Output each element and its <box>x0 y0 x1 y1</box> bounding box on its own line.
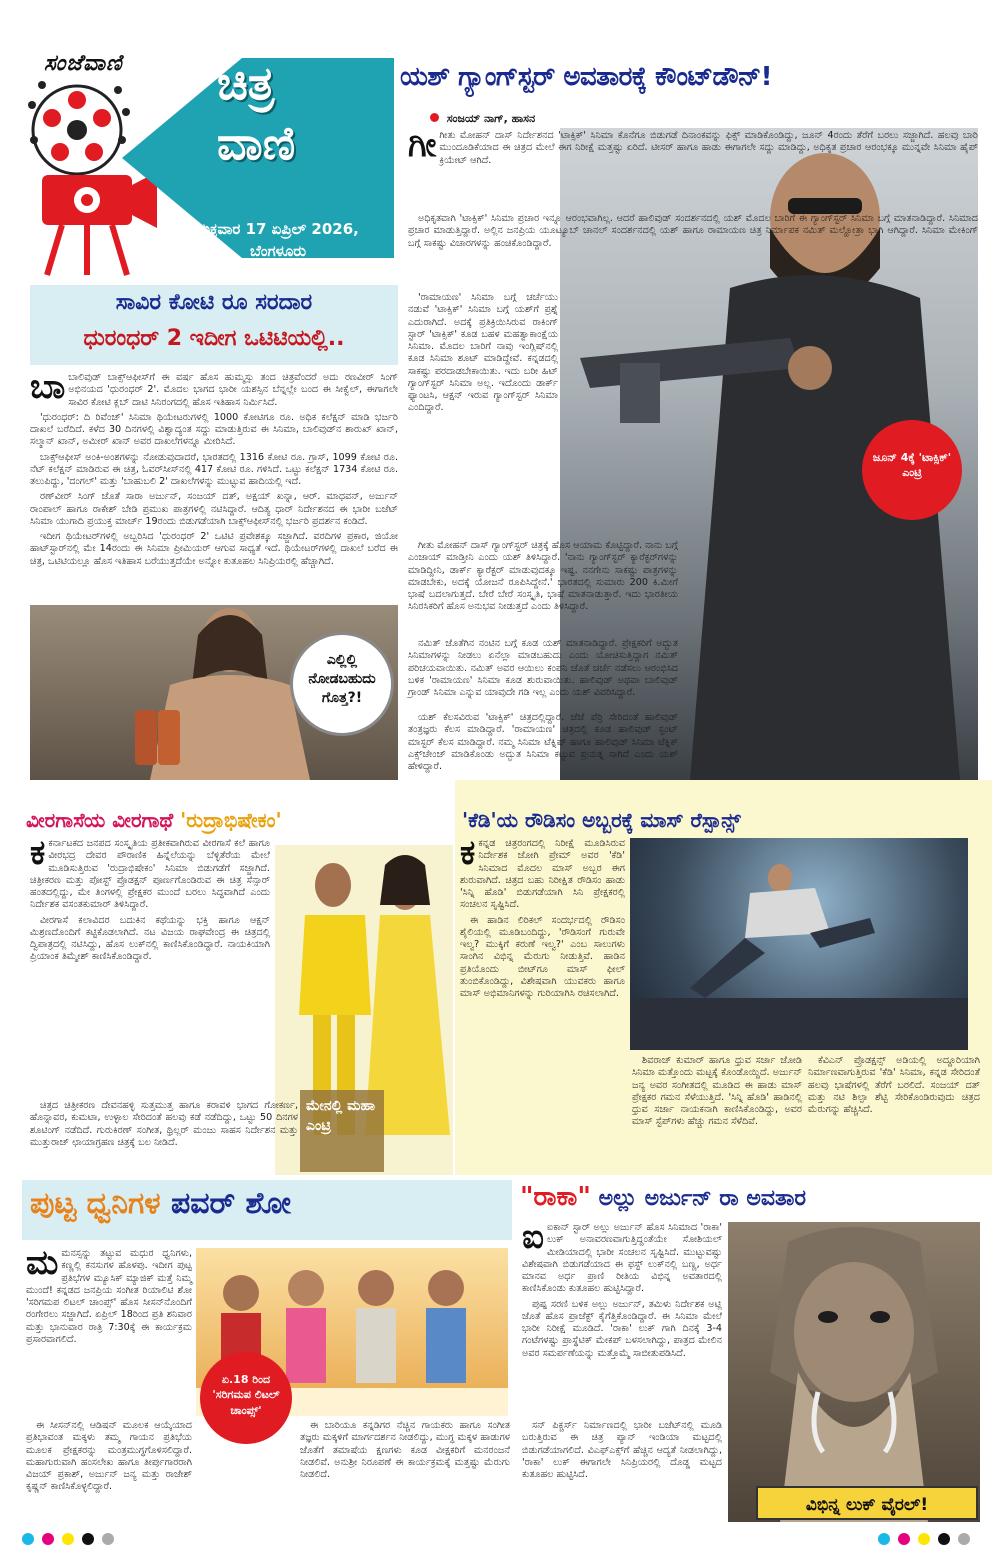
brand-logo: ಸಂಜೆವಾಣಿ <box>44 50 123 76</box>
sarigamapa-body-2 <box>26 1420 192 1497</box>
sarigamapa-headline <box>30 1186 510 1221</box>
sarigamapa-headline-b: ಪವರ್ ಶೋ <box>171 1186 291 1221</box>
registration-marks-right <box>878 1530 973 1549</box>
reg-dot <box>102 1533 114 1545</box>
yash-paragraph: ನಮಿತ್ ಜೊತೆಗಿನ ನಂಟಿನ ಬಗ್ಗೆ ಕೂಡ ಯಶ್ ಮಾತನಾಡಿದ್ದಾರೆ. ಪ್ರೇಕ್ಷಕರಿಗೆ ಅದ್ಭುತ ಸಿನಿಮಾಗಳನ್ನು ನೀಡಲು ಏನೆಲ್ಲಾ ಮಾಡಬಹುದು ಎಂದು ಯೋಚಿಸುತ್ತಿದ್ದಾಗ ನಮಿತ್ ಪರಿಚಯವಾಯಿತು. ನಮಿತ್ ಅವರ ಆಯಿಲು ಕಂಪನಿ ಜೊತೆ ಚರ್ಚೆ ನಡೆಸಲು ಆರಂಭಿಸಿದ ಬಳಿಕ 'ರಾಮಾಯಣ' ಸಿನಿಮಾ ಕೂಡ ಶುರುವಾಯಿತು. ಹಾಲಿವುಡ್ ಅಥವಾ ಬಾಲಿವುಡ್ ಗ್ರಾಂಡ್ ಸಿನಿಮಾ ಎನ್ನುವ ಯಾವುದೇ ಗಡಿ ಇಲ್ಲ ಎಂದು ಯಶ್ ವಿವರಿಸಿದ್ದಾರೆ. <box>408 638 678 699</box>
yash-body-3 <box>408 292 558 418</box>
registration-marks-left <box>22 1530 117 1549</box>
kd-paragraph: ಕೆವಿಎನ್ ಪ್ರೊಡಕ್ಷನ್ಸ್ ಅಡಿಯಲ್ಲಿ ಅದ್ದೂರಿಯಾಗಿ ನಿರ್ಮಾಣವಾಗುತ್ತಿರುವ 'ಕೆಡಿ' ಸಿನಿಮಾ, ಕನ್ನಡ ಸೇರಿದಂತೆ ಹಲವು ಭಾಷೆಗಳಲ್ಲಿ ತೆರೆಗೆ ಬರಲಿದೆ. ಸಂಜಯ್ ದತ್ ಮತ್ತು ನಟಿ ಶಿಲ್ಪಾ ಶೆಟ್ಟಿ ಸೇರಿಕೊಂಡಿರುವುದು ಚಿತ್ರದ ಮೆರುಗನ್ನು ಹೆಚ್ಚಿಸಿದೆ. <box>808 1055 980 1116</box>
raaka-photo <box>728 1222 980 1522</box>
rudra-paragraph: ಕಕರ್ನಾಟಕದ ಜನಪದ ಸಂಸ್ಕೃತಿಯ ಪ್ರತೀಕವಾಗಿರುವ ವೀರಗಾಸೆ ಕಲೆ ಹಾಗೂ ವೀರಭದ್ರ ದೇವರ ಪೌರಾಣಿಕ ಹಿನ್ನೆಲೆಯನ್ನು ಬೆಳ್ಳಿತೆರೆಯ ಮೇಲೆ ಮೂಡಿಸುತ್ತಿರುವ 'ರುದ್ರಾಭಿಷೇಕಂ' ಸಿನಿಮಾ ಬಿಡುಗಡೆಗೆ ಸಜ್ಜಾಗಿದೆ. ಚಿತ್ರೀಕರಣ ಮತ್ತು ಪೋಸ್ಟ್ ಪ್ರೊಡಕ್ಷನ್ ಪೂರ್ಣಗೊಂಡಿರುವ ಈ ಚಿತ್ರ ಸೆನ್ಸಾರ್ ಹಂತದಲ್ಲಿದ್ದು, ಮೇ ತಿಂಗಳಲ್ಲಿ ಪ್ರೇಕ್ಷಕರ ಮುಂದೆ ಬರಲು ಸಿದ್ಧವಾಗಿದೆ ಎಂದು ನಿರ್ದೇಶಕ ವಸಂತಕುಮಾರ್ ತಿಳಿಸಿದ್ದಾರೆ. <box>30 833 270 911</box>
yash-badge: ಜೂನ್ 4ಕ್ಕೆ 'ಟಾಕ್ಸಿಕ್' ಎಂಟ್ರಿ <box>862 420 962 520</box>
raaka-headline <box>520 1182 980 1213</box>
kd-paragraph: ಈ ಹಾಡಿನ ಲಿರಿಕಲ್ ಸಂದರ್ಭದಲ್ಲಿ ರೌಡಿಸಂ ಶೈಲಿಯಲ್ಲಿ ಮೂಡಿಬಂದಿದ್ದು, 'ರೌಡಿಸಂಗೆ ಗುರುವೇ ಇಲ್ವ? ಮುಕ್ಕಿಗೆ ಕರುಣೆ ಇಲ್ವ?' ಎಂಬ ಸಾಲುಗಳು ಸಾಂಗಿನ ವಿಭಿನ್ನ ಮೆರುಗು ನೀಡುತ್ತಿವೆ. ಹಾಡಿನ ಪ್ರತಿಯೊಂದು ಬೀಟ್‌ಗೂ ಮಾಸ್ ಫೀಲ್ ತುಂಬಿಕೊಂಡಿದ್ದು, ವಿಶೇಷವಾಗಿ ಯುವಕರು ಹಾಗೂ ಮಾಸ್ ಅಭಿಮಾನಿಗಳನ್ನು ಗುರಿಯಾಗಿಸಿ ರಚಿಸಲಾಗಿದೆ. <box>460 914 625 1000</box>
masthead <box>22 50 394 278</box>
raaka-paragraph: ಐಐಕಾನ್ ಸ್ಟಾರ್ ಅಲ್ಲು ಅರ್ಜುನ್ ಹೊಸ ಸಿನಿಮಾದ 'ರಾಕಾ' ಲುಕ್ ಅನಾವರಣವಾಗುತ್ತಿದ್ದಂತೆಯೇ ಸೋಶಿಯಲ್ ಮೀಡಿಯಾದಲ್ಲಿ ಭಾರೀ ಸಂಚಲನ ಸೃಷ್ಟಿಸಿದೆ. ಮುಟ್ಟುವಷ್ಟು ವಿಶೇಷವಾಗಿ ಬಿಡುಗಡೆಯಾದ ಈ ಫಸ್ಟ್ ಲುಕ್‌ನಲ್ಲಿ ಬಣ್ಣ, ಅರ್ಧ ಮಾನವ ಅರ್ಧ ಪ್ರಾಣಿ ರೀತಿಯ ವಿಭಿನ್ನ ಅವತಾರದಲ್ಲಿ ಕಾಣಿಸಿಕೊಂಡು ಕುತೂಹಲ ಹುಟ್ಟಿಸಿದ್ದಾರೆ. <box>522 1217 722 1295</box>
sarigamapa-body-3 <box>300 1420 510 1484</box>
section-title-vani: ವಾಣಿ <box>217 116 296 170</box>
yash-paragraph: ಗೀಗೀತು ಮೋಹನ್ ದಾಸ್ ನಿರ್ದೇಶನದ 'ಟಾಕ್ಸಿಕ್' ಸಿನಿಮಾ ಕೊನೆಗೂ ಬಿಡುಗಡೆ ದಿನಾಂಕವನ್ನು ಫಿಕ್ಸ್ ಮಾಡಿಕೊಂಡಿದ್ದು, ಜೂನ್ 4ರಂದು ತೆರೆಗೆ ಬರಲು ಸಜ್ಜಾಗಿದೆ. ಹಲವು ಬಾರಿ ಮುಂದೂಡಿಕೆಯಾದ ಈ ಚಿತ್ರದ ಮೇಲೆ ಈಗ ನಿರೀಕ್ಷೆ ಮತ್ತಷ್ಟು ಏರಿದೆ. ಟೀಸರ್ ಹಾಗೂ ಹಾಡು ಈಗಾಗಲೇ ಸದ್ದು ಮಾಡಿದ್ದು, ಅಧಿಕೃತ ಪ್ರಚಾರ ಆರಂಭಕ್ಕೂ ಮುನ್ನವೇ ಸಿನಿಮಾ ಹೈಪ್ ಕ್ರಿಯೇಟ್ ಆಗಿದೆ. <box>408 125 978 166</box>
yash-body-2 <box>408 213 978 253</box>
yash-paragraph: ಗೀತು ಮೋಹನ್ ದಾಸ್ ಗ್ಯಾಂಗ್‌ಸ್ಟರ್ ಚಿತ್ರಕ್ಕೆ ಹೊಸ ಆಯಾಮ ಕೊಟ್ಟಿದ್ದಾರೆ. ನಾನು ಬಗ್ಗೆ ಎಂಜಾಯ್ ಮಾಡ್ತೀನಿ ಎಂದು ಯಶ್ ತಿಳಿಸಿದ್ದಾರೆ. 'ನಾನು ಗ್ಯಾಂಗ್‌ಸ್ಟರ್ ಕ್ಯಾರೆಕ್ಟರ್‌ಗಳನ್ನು ಮಾಡಿದ್ದೀನಿ, ಡಾರ್ಕ್ ಕ್ಯಾರೆಕ್ಟರ್ ಮಾಡುವುದಕ್ಕೂ ಇಷ್ಟ. ನನಗೇನು ಸಾಕಷ್ಟು ಪಾತ್ರಗಳನ್ನು ಮಾಡಬೇಕು, ಅದಕ್ಕೆ ಯೋಜನೆ ರೂಪಿಸಿದ್ದೇನೆ.' ಭಾರತದಲ್ಲಿ ಸುಮಾರು 200 ಕಿ.ಮೀಗೆ ಭಾಷೆ ಬದಲಾಗುತ್ತದೆ. ಬೇರೆ ಬೇರೆ ಸಂಸ್ಕೃತಿ, ಭಾಷೆ ಮಾತನಾಡುತ್ತಾರೆ. ಇದು ಭಾರತೀಯ ಸಿನಿರಸಿಕರಿಗೆ ಹೊಸ ಅನುಭವ ನೀಡುತ್ತದೆ ಎಂದು ತಿಳಿಸಿದ್ದಾರೆ. <box>408 540 678 613</box>
dropcap: ಗೀ <box>408 125 437 165</box>
section-title-chitra: ಚಿತ್ರ <box>217 56 275 110</box>
raaka-headline-a: "ರಾಕಾ" <box>520 1182 591 1212</box>
kd-headline: 'ಕೆಡಿ'ಯ ರೌಡಿಸಂ ಅಬ್ಬರಕ್ಕೆ ಮಾಸ್ ರೆಸ್ಪಾನ್ಸ್ <box>462 808 741 832</box>
kd-paragraph: ಕಕನ್ನಡ ಚಿತ್ರರಂಗದಲ್ಲಿ ನಿರೀಕ್ಷೆ ಮೂಡಿಸಿರುವ ನಿರ್ದೇಶಕ ಜೋಗಿ ಪ್ರೇಮ್ ಅವರ 'ಕೆಡಿ' ಸಿನಿಮಾದ ಮೊದಲ ಮಾಸ್ ಅಬ್ಬರ ಈಗ ಶುರುವಾಗಿದೆ. ಚಿತ್ರದ ಬಹು ನಿರೀಕ್ಷಿತ ರೌಡಿಸಂ ಹಾಡು 'ಸಿನ್ನಿ ಹೊಡಿ' ಬಿಡುಗಡೆಯಾಗಿ ಸಿನಿ ಪ್ರೇಕ್ಷಕರಲ್ಲಿ ಸಂಚಲನ ಸೃಷ್ಟಿಸಿದೆ. <box>460 833 625 911</box>
kd-paragraph: ಶಿವರಾಜ್ ಕುಮಾರ್ ಹಾಗೂ ಧ್ರುವ ಸರ್ಜಾ ಜೋಡಿ ಸಿನಿಮಾ ಮತ್ತೊಂದು ಮಟ್ಟಕ್ಕೆ ಕೊಂಡೊಯ್ದಿದೆ. ಅರ್ಜುನ್ ಜನ್ಯ ಅವರ ಸಂಗೀತದಲ್ಲಿ ಮೂಡಿದ ಈ ಹಾಡು ಮಾಸ್ ಪ್ರೇಕ್ಷಕರ ಗಮನ ಸೆಳೆಯುತ್ತಿದೆ. 'ಸಿನ್ನಿ ಹೊಡಿ' ಹಾಡಿನಲ್ಲಿ ಧ್ರುವ ಸರ್ಜಾ ನಾಯಕನಾಗಿ ಕಾಣಿಸಿಕೊಂಡಿದ್ದು, ಅವರ ಮಾಸ್ ಸ್ಟೆಪ್‌ಗಳು ಹೆಚ್ಚು ಗಮನ ಸೆಳೆದಿವೆ. <box>632 1055 802 1128</box>
dhurandhar-headline-2: ಧುರಂಧರ್ 2 ಇದೀಗ ಒಟಿಟಿಯಲ್ಲಿ.. <box>83 326 345 351</box>
reg-dot <box>958 1533 970 1545</box>
reg-dot <box>918 1533 930 1545</box>
byline-text: ಸಂಜಯ್ ನಾಗ್, ಹಾಸನ <box>446 112 536 125</box>
reg-dot <box>898 1533 910 1545</box>
reg-dot <box>42 1533 54 1545</box>
rudra-headline-left: ವೀರಗಾಸೆಯ ವೀರಗಾಥೆ <box>26 808 174 832</box>
reg-dot <box>22 1533 34 1545</box>
raaka-paragraph: ಸನ್ ಪಿಕ್ಚರ್ಸ್ ನಿರ್ಮಾಣದಲ್ಲಿ ಭಾರೀ ಬಜೆಟ್‌ನಲ್ಲಿ ಮೂಡಿ ಬರುತ್ತಿರುವ ಈ ಚಿತ್ರ ಪ್ಯಾನ್ ಇಂಡಿಯಾ ಮಟ್ಟದಲ್ಲಿ ಬಿಡುಗಡೆಯಾಗಲಿದೆ. ವಿಎಫ್‌ಎಕ್ಸ್‌ಗೆ ಹೆಚ್ಚಿನ ಆದ್ಯತೆ ನೀಡಲಾಗಿದ್ದು, 'ರಾಕಾ' ಲುಕ್ ಈಗಾಗಲೇ ಸಿನಿಪ್ರಿಯರಲ್ಲಿ ದೊಡ್ಡ ಮಟ್ಟದ ಕುತೂಹಲ ಹುಟ್ಟಿಸಿದೆ. <box>522 1420 722 1481</box>
kd-body-2 <box>632 1055 802 1132</box>
sarigamapa-paragraph: ಈ ಬಾರಿಯೂ ಕನ್ನಡಿಗರ ನೆಚ್ಚಿನ ಗಾಯಕರು ಹಾಗೂ ಸಂಗೀತ ತಜ್ಞರು ಮಕ್ಕಳಿಗೆ ಮಾರ್ಗದರ್ಶನ ನೀಡಲಿದ್ದು, ಮುಗ್ಧ ಮಕ್ಕಳ ಹಾಡುಗಳ ಜೊತೆಗೆ ತಮಾಷೆಯ ಕ್ಷಣಗಳು ಕೂಡ ವೀಕ್ಷಕರಿಗೆ ಮನರಂಜನೆ ನೀಡಲಿವೆ. ಅನುಶ್ರೀ ನಿರೂಪಣೆ ಈ ಕಾರ್ಯಕ್ರಮಕ್ಕೆ ಮತ್ತಷ್ಟು ಮೆರುಗು ನೀಡಲಿದೆ. <box>300 1420 510 1481</box>
dropcap: ಕ <box>30 833 46 873</box>
dhurandhar-body <box>30 367 398 571</box>
raaka-headline-b: ಅಲ್ಲು ಅರ್ಜುನ್ ರಾ ಅವತಾರ <box>598 1186 807 1211</box>
issue-city: ಬೆಂಗಳೂರು <box>249 242 307 260</box>
dhurandhar-headline-1: ಸಾವಿರ ಕೋಟಿ ರೂ ಸರದಾರ <box>115 290 313 315</box>
yash-body-5 <box>408 638 678 702</box>
issue-date: ಶುಕ್ರವಾರ 17 ಏಪ್ರಿಲ್ 2026, <box>197 220 359 238</box>
yash-headline: ಯಶ್ ಗ್ಯಾಂಗ್‌ಸ್ಟರ್ ಅವತಾರಕ್ಕೆ ಕೌಂಟ್‌ಡೌನ್! <box>400 62 772 92</box>
yash-paragraph: 'ರಾಮಾಯಣ' ಸಿನಿಮಾ ಬಗ್ಗೆ ಚರ್ಚೆಯು ನಡುವೆ 'ಟಾಕ್ಸಿಕ್' ಸಿನಿಮಾ ಬಗ್ಗೆ ಯಶ್‌ಗೆ ಪ್ರಶ್ನೆ ಎದುರಾಗಿದೆ. ಅದಕ್ಕೆ ಪ್ರತಿಕ್ರಿಯಿಸಿರುವ ರಾಕಿಂಗ್ ಸ್ಟಾರ್ 'ಟಾಕ್ಸಿಕ್' ಕೂಡ ಬಹಳ ಮಹತ್ವಾಕಾಂಕ್ಷೆಯ ಸಿನಿಮಾ. ಮೊದಲ ಬಾರಿಗೆ ನಾವು ಇಂಗ್ಲಿಷ್‌ನಲ್ಲಿ ಕೂಡ ಸಿನಿಮಾ ಶೂಟ್ ಮಾಡಿದ್ದೇವೆ. ಕನ್ನಡದಲ್ಲಿ ಸಾಕಷ್ಟು ಪರದಾಡಬೇಕಾಯಿತು. ಇದು ಬರೀ ಹಿಟ್ ಗ್ಯಾಂಗ್‌ಸ್ಟರ್ ಸಿನಿಮಾ ಅಲ್ಲ. ಇದೊಂದು ಡಾರ್ಕ್ ಫ್ಯಾಂಟಸಿ, ಆಕ್ಷನ್ ಇರುವ ಗ್ಯಾಂಗ್‌ಸ್ಟರ್ ಸಿನಿಮಾ ಎಂದಿದ್ದಾರೆ. <box>408 292 558 414</box>
rudra-badge: ಮೇನಲ್ಲಿ ಮಹಾ ಎಂಟ್ರಿ <box>300 1090 384 1172</box>
raaka-paragraph: ಪುಷ್ಪ ಸರಣಿ ಬಳಿಕ ಅಲ್ಲು ಅರ್ಜುನ್, ತಮಿಳು ನಿರ್ದೇಶಕ ಅಟ್ಲಿ ಜೊತೆ ಹೊಸ ಪ್ರಾಜೆಕ್ಟ್ ಕೈಗೆತ್ತಿಕೊಂಡಿದ್ದಾರೆ. ಈ ಸಿನಿಮಾ ಮೇಲೆ ಭಾರೀ ನಿರೀಕ್ಷೆ ಮೂಡಿದೆ. 'ರಾಕಾ' ಲುಕ್ ಗಾಗಿ ದಿನಕ್ಕೆ 3-4 ಗಂಟೆಗಳಷ್ಟು ಪ್ರಾಸ್ಥೆಟಿಕ್ ಮೇಕಪ್ ಬಳಸಲಾಗಿದ್ದು, ಪಾತ್ರದ ಮೇಲಿನ ಅವರ ಸಮರ್ಪಣೆಯನ್ನು ಮತ್ತೊಮ್ಮೆ ಸಾಬೀತುಪಡಿಸಿದೆ. <box>522 1298 722 1359</box>
dropcap: ಐ <box>522 1217 544 1257</box>
rudra-body-2 <box>30 1100 298 1152</box>
sarigamapa-body <box>26 1243 192 1349</box>
rudra-paragraph: ವೀರಗಾಸೆ ಕಲಾವಿದರ ಬದುಕಿನ ಕಥೆಯನ್ನು ಭಕ್ತಿ ಹಾಗೂ ಆಕ್ಷನ್ ಮಿಶ್ರಣದೊಂದಿಗೆ ಕಟ್ಟಿಕೊಡಲಾಗಿದೆ. ನಟ ವಿಜಯ ರಾಘವೇಂದ್ರ ಈ ಚಿತ್ರದಲ್ಲಿ ದ್ವಿಪಾತ್ರದಲ್ಲಿ ನಟಿಸಿದ್ದು, ಹೊಸ ಲುಕ್‌ನಲ್ಲಿ ಕಾಣಿಸಿಕೊಂಡಿದ್ದಾರೆ. ನಾಯಕಿಯಾಗಿ ಪ್ರಿಯಾಂಕ ತಿಮ್ಮೇಶ್ ಕಾಣಿಸಿಕೊಂಡಿದ್ದಾರೆ. <box>30 914 270 963</box>
yash-body-4 <box>408 540 678 617</box>
raaka-badge: ವಿಭಿನ್ನ ಲುಕ್ ವೈರಲ್! <box>756 1486 978 1520</box>
rudra-body <box>30 833 270 967</box>
sarigamapa-paragraph: ಈ ಸೀಸನ್‌ನಲ್ಲಿ ಆಡಿಷನ್ ಮೂಲಕ ಆಯ್ಕೆಯಾದ ಪ್ರತಿಭಾವಂತ ಮಕ್ಕಳು ತಮ್ಮ ಗಾಯನ ಪ್ರತಿಭೆಯ ಮೂಲಕ ಪ್ರೇಕ್ಷಕರನ್ನು ಮಂತ್ರಮುಗ್ಧಗೊಳಿಸಲಿದ್ದಾರೆ. ಮಹಾಗುರುವಾಗಿ ಹಂಸಲೇಖ ಹಾಗೂ ತೀರ್ಪುಗಾರರಾಗಿ ವಿಜಯ್ ಪ್ರಕಾಶ್, ಅರ್ಜುನ್ ಜನ್ಯ ಮತ್ತು ರಾಜೇಶ್ ಕೃಷ್ಣನ್ ಕಾಣಿಸಿಕೊಳ್ಳಲಿದ್ದಾರೆ. <box>26 1420 192 1493</box>
dropcap: ಕ <box>460 833 476 873</box>
dhurandhar-paragraph: ಇದೀಗ ಥಿಯೇಟರ್‌ಗಳಲ್ಲಿ ಅಬ್ಬರಿಸಿದ 'ಧುರಂಧರ್ 2' ಒಟಿಟಿ ಪ್ರವೇಶಕ್ಕೂ ಸಜ್ಜಾಗಿದೆ. ವರದಿಗಳ ಪ್ರಕಾರ, ಜಿಯೋ ಹಾಟ್‌ಸ್ಟಾರ್‌ನಲ್ಲಿ ಮೇ 14ರಂದು ಈ ಸಿನಿಮಾ ಪ್ರೀಮಿಯರ್ ಆಗುವ ಸಾಧ್ಯತೆ ಇದೆ. ಥಿಯೇಟರ್‌ಗಳಲ್ಲಿ ದಾಖಲೆ ಬರೆದ ಈ ಚಿತ್ರ, ಒಟಿಟಿಯಲ್ಲೂ ಹೊಸ ಇತಿಹಾಸ ಬರೆಯುತ್ತದೆಯೇ ಅನ್ನೋ ಕುತೂಹಲ ಸಿನಿಪ್ರಿಯರಲ್ಲಿ ಹೆಚ್ಚಾಗಿದೆ. <box>30 531 398 567</box>
reg-dot <box>938 1533 950 1545</box>
yash-body <box>408 125 978 170</box>
sarigamapa-paragraph: ಮಮನಸ್ಸನ್ನು ತಟ್ಟುವ ಮಧುರ ಧ್ವನಿಗಳು, ಕಣ್ಣಲ್ಲಿ ಕನಸುಗಳ ಹೊಳಪು. ಇದೀಗ ಪುಟ್ಟ ಪ್ರತಿಭೆಗಳ ಮ್ಯೂಸಿಕ್ ಮ್ಯಾಜಿಕ್ ಮತ್ತೆ ನಿಮ್ಮ ಮುಂದೆ! ಕನ್ನಡದ ಜನಪ್ರಿಯ ಸಂಗೀತ ರಿಯಾಲಿಟಿ ಶೋ 'ಸರಿಗಮಪ ಲಿಟಲ್ ಚಾಂಪ್ಸ್' ಹೊಸ ಸೀಸನ್‌ನೊಂದಿಗೆ ರಂಗೇರಲು ಸಜ್ಜಾಗಿದೆ. ಏಪ್ರಿಲ್ 18ರಿಂದ ಪ್ರತಿ ಶನಿವಾರ ಮತ್ತು ಭಾನುವಾರ ರಾತ್ರಿ 7:30ಕ್ಕೆ ಈ ಕಾರ್ಯಕ್ರಮ ಪ್ರಸಾರವಾಗಲಿದೆ. <box>26 1243 192 1345</box>
dropcap: ಬಾ <box>30 367 66 407</box>
reg-dot <box>878 1533 890 1545</box>
dhurandhar-paragraph: ಬಾಕ್ಸ್‌ಆಫೀಸ್ ಅಂಕಿ-ಅಂಶಗಳನ್ನು ನೋಡುವುದಾದರೆ, ಭಾರತದಲ್ಲಿ 1316 ಕೋಟಿ ರೂ. ಗ್ರಾಸ್, 1099 ಕೋಟಿ ರೂ. ನೆಟ್ ಕಲೆಕ್ಷನ್ ಮಾಡಿರುವ ಈ ಚಿತ್ರ, ಓವರ್‌ಸೀಸ್‌ನಲ್ಲಿ 417 ಕೋಟಿ ರೂ. ಗಳಿಸಿದೆ. ಒಟ್ಟು ಕಲೆಕ್ಷನ್ 1734 ಕೋಟಿ ರೂ. ತಲುಪಿದ್ದು, 'ದಂಗಲ್' ಮತ್ತು 'ಬಾಹುಬಲಿ 2' ದಾಖಲೆಗಳನ್ನು ಮುಟ್ಟುವ ಹಾದಿಯಲ್ಲಿ ಇದೆ. <box>30 451 398 488</box>
dhurandhar-paragraph: ಬಾಬಾಲಿವುಡ್ ಬಾಕ್ಸ್‌ಆಫೀಸ್‌ಗೆ ಈ ವರ್ಷ ಹೊಸ ಹುಮ್ಮಸ್ಸು ತಂದ ಚಿತ್ರವೆಂದರೆ ಅದು ರಣವೀರ್ ಸಿಂಗ್ ಅಭಿನಯದ 'ಧುರಂಧರ್ 2'. ಮೊದಲ ಭಾಗದ ಭಾರೀ ಯಶಸ್ಸಿನ ಬೆನ್ನಲ್ಲೇ ಬಂದ ಈ ಸೀಕ್ವೆಲ್, ಈಗಾಗಲೇ ಸಾವಿರ ಕೋಟಿ ಕ್ಲಬ್ ದಾಟಿ ಸಿನಿರಂಗದಲ್ಲಿ ಹೊಸ ಇತಿಹಾಸ ನಿರ್ಮಿಸಿದೆ. <box>30 367 398 408</box>
yash-byline <box>430 112 535 126</box>
sarigamapa-headline-a: ಪುಟ್ಟ ಧ್ವನಿಗಳ <box>30 1186 161 1221</box>
yash-paragraph: ಅಧಿಕೃತವಾಗಿ 'ಟಾಕ್ಸಿಕ್' ಸಿನಿಮಾ ಪ್ರಚಾರ ಇನ್ನೂ ಆರಂಭವಾಗಿಲ್ಲ. ಆದರೆ ಹಾಲಿವುಡ್ ಸಂದರ್ಶನದಲ್ಲಿ ಯಶ್ ಮೊದಲ ಬಾರಿಗೆ ಈ ಗ್ಯಾಂಗ್‌ಸ್ಟರ್ ಸಿನಿಮಾ ಬಗ್ಗೆ ಮಾತನಾಡಿದ್ದಾರೆ. ಸಿನಿಮಾದ ಪ್ರಚಾರ ಮಾಡುತ್ತಿದ್ದಾರೆ. ಅಲ್ಲಿನ ಜನಪ್ರಿಯ ಯೂಟ್ಯೂಬ್ ಚಾನಲ್ ಸಂದರ್ಶನದಲ್ಲಿ ಯಶ್ ಹಾಗೂ ರಾಮಾಯಣ ಚಿತ್ರ ನಿರ್ಮಾಪಕ ನಮಿತ್ ಮಲ್ಹೋತ್ರಾ ಭಾಗಿ ಆಗಿದ್ದಾರೆ. ಸಿನಿಮಾ ಮೇಕಿಂಗ್ ಬಗ್ಗೆ ಸಾಕಷ್ಟು ವಿಚಾರಗಳನ್ನು ಹಂಚಿಕೊಂಡಿದ್ದಾರೆ. <box>408 213 978 249</box>
raaka-body-2 <box>522 1420 722 1484</box>
dhurandhar-paragraph: 'ಧುರಂಧರ್: ದಿ ರಿವೆಂಜ್' ಸಿನಿಮಾ ಥಿಯೇಟರುಗಳಲ್ಲಿ 1000 ಕೋಟಿಗೂ ರೂ. ಅಧಿಕ ಕಲೆಕ್ಷನ್ ಮಾಡಿ ಭರ್ಜರಿ ದಾಖಲೆ ಬರೆದಿದೆ. ಕಳೆದ 30 ದಿನಗಳಲ್ಲಿ ವಿಶ್ವಾದ್ಯಂತ ಸದ್ದು ಮಾಡುತ್ತಿರುವ ಈ ಸಿನಿಮಾ, ಬಾಲಿವುಡ್‌ನ ಶಾರುಖ್ ಖಾನ್, ಸಲ್ಮಾನ್ ಖಾನ್, ಅಮೀರ್ ಖಾನ್ ಅವರ ದಾಖಲೆಗಳನ್ನೂ ಮೀರಿಸಿದೆ. <box>30 411 398 448</box>
rudra-headline <box>26 808 450 832</box>
dhurandhar-bubble: ಎಲ್ಲಿಲ್ಲಿ ನೋಡಬಹುದು ಗೊತ್ತ?! <box>290 632 394 736</box>
reg-dot <box>82 1533 94 1545</box>
raaka-body <box>522 1217 722 1363</box>
bullet-icon <box>430 113 439 122</box>
sarigamapa-badge: ಏ.18 ರಿಂದ 'ಸರಿಗಮಪ ಲಿಟಲ್ ಚಾಂಪ್ಸ್' <box>200 1352 292 1444</box>
dropcap: ಮ <box>26 1243 59 1283</box>
kd-body <box>460 833 625 1003</box>
reg-dot <box>62 1533 74 1545</box>
rudra-paragraph: ಚಿತ್ರದ ಚಿತ್ರೀಕರಣ ದೇವನಹಳ್ಳಿ ಸುತ್ತಮುತ್ತ ಹಾಗೂ ಕರಾವಳಿ ಭಾಗದ ಗೋಕರ್ಣ, ಹೊನ್ನಾವರ, ಕುಮಟಾ, ಉಳ್ಳಾಲ ಸೇರಿದಂತೆ ಹಲವು ಕಡೆ ನಡೆದಿದ್ದು, ಒಟ್ಟು 50 ದಿನಗಳ ಶೂಟಿಂಗ್ ನಡೆದಿದೆ. ಗುರುಕಿರಣ್ ಸಂಗೀತ, ಥ್ರಿಲ್ಲರ್ ಮಂಜು ಸಾಹಸ ನಿರ್ದೇಶನ ಮತ್ತು ಮುತ್ತುರಾಜ್ ಛಾಯಾಗ್ರಹಣ ಚಿತ್ರಕ್ಕೆ ಬಲ ನೀಡಿದೆ. <box>30 1100 298 1148</box>
kd-body-3 <box>808 1055 980 1119</box>
yash-body-6 <box>408 712 678 776</box>
kd-photo <box>630 838 968 1050</box>
yash-paragraph: ಯಶ್ ಕೆಲಸವಿರುವ 'ಟಾಕ್ಸಿಕ್' ಚಿತ್ರದಲ್ಲಿದ್ದಾರೆ. ಜೆಜೆ ಪೆರ್ರಿ ಸೇರಿದಂತೆ ಹಾಲಿವುಡ್ ತಂತ್ರಜ್ಞರು ಕೆಲಸ ಮಾಡಿದ್ದಾರೆ. 'ರಾಮಾಯಣ' ಚಿತ್ರದಲ್ಲಿ ಕೂಡ ಹಾಲಿವುಡ್ ಸ್ಟಂಟ್ ಮಾಸ್ಟರ್ ಕೆಲಸ ಮಾಡಿದ್ದಾರೆ. ನಮ್ಮ ಸಿನಿಮಾ ಟೆಕ್ನಿಷ್ ಹಾಗೂ ಹಾಲಿವುಡ್ ಸಿನಿಮಾ ಟೆಕ್ನಿಕ್ ಎಕ್ಸ್‌ಚೇಂಜ್ ಮಾಡಿಕೊಂಡು ಅದ್ಭುತ ಸಿನಿಮಾ ಕಟ್ಟುವ ಪ್ರಯತ್ನ ಸಾಗಿದೆ ಎಂದು ಯಶ್ ಹೇಳಿದ್ದಾರೆ. <box>408 712 678 773</box>
rudra-headline-right: 'ರುದ್ರಾಭಿಷೇಕಂ' <box>180 808 282 832</box>
dhurandhar-paragraph: ರಣ್‌ವೀರ್ ಸಿಂಗ್ ಜೊತೆ ಸಾರಾ ಅರ್ಜುನ್, ಸಂಜಯ್ ದತ್, ಅಕ್ಷಯ್ ಖನ್ನಾ, ಆರ್. ಮಾಧವನ್, ಅರ್ಜುನ್ ರಾಂಪಾಲ್ ಹಾಗೂ ರಾಕೇಶ್ ಬೇಡಿ ಪ್ರಮುಖ ಪಾತ್ರಗಳಲ್ಲಿ ನಟಿಸಿದ್ದಾರೆ. ಆದಿತ್ಯ ಧಾರ್ ನಿರ್ದೇಶನದ ಈ ಭಾರೀ ಬಜೆಟ್ ಸಿನಿಮಾ ಯುಗಾದಿ ಪ್ರಯುಕ್ತ ಮಾರ್ಚ್ 19ರಂದು ಬಿಡುಗಡೆಯಾಗಿ ಬಾಕ್ಸ್‌ಆಫೀಸ್‌ನಲ್ಲಿ ಭರ್ಜರಿ ಪ್ರದರ್ಶನ ಕಂಡಿದೆ. <box>30 491 398 527</box>
